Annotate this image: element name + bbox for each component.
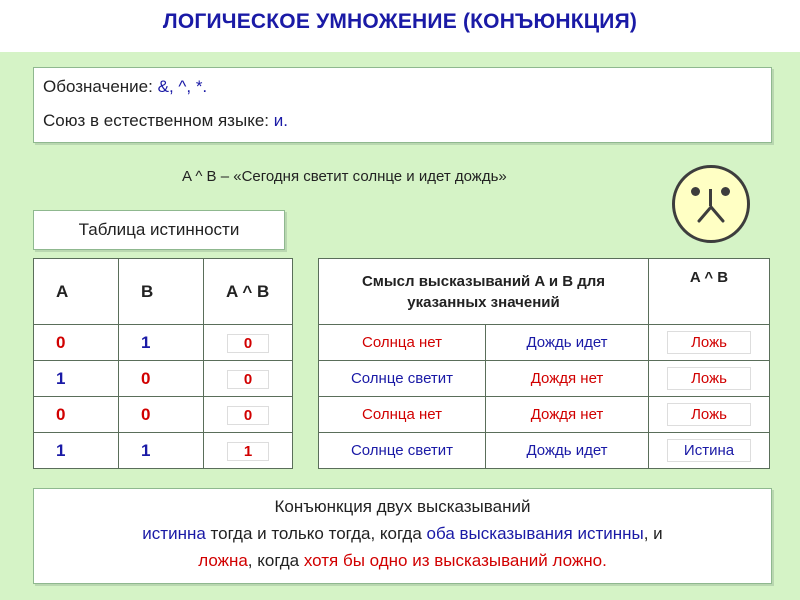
notation-value: &, ^, *. — [157, 77, 208, 96]
notation-label: Обозначение: — [43, 77, 153, 96]
result-value: 0 — [227, 370, 269, 389]
union-line — [43, 111, 288, 131]
meaning-a — [319, 325, 486, 361]
meaning-b — [486, 397, 649, 433]
conclusion-text: , когда — [247, 551, 304, 570]
meaning-b-label: Дождя нет — [527, 405, 608, 424]
result-value: 1 — [227, 442, 269, 461]
header-a-and-b: A ^ B — [204, 259, 293, 325]
left-eye — [691, 187, 700, 196]
header-a: A — [34, 259, 119, 325]
meaning-result — [649, 325, 770, 361]
conclusion-true-word: истинна — [142, 524, 206, 543]
cell-b: 1 — [119, 433, 204, 469]
sad-face-icon — [672, 165, 750, 243]
table-row — [319, 433, 770, 469]
conclusion-one-false: хотя бы одно из высказываний ложно. — [303, 551, 607, 570]
cell-a: 0 — [34, 397, 119, 433]
truth-table-label-box — [33, 210, 285, 250]
conclusion-text: тогда и только тогда, когда — [205, 524, 427, 543]
meaning-table — [318, 258, 770, 469]
conclusion-text: , и — [643, 524, 663, 543]
table-row — [34, 433, 293, 469]
meaning-result-label: Истина — [667, 439, 751, 462]
cell-result — [204, 433, 293, 469]
result-value: 0 — [227, 406, 269, 425]
example-statement: A ^ B – «Сегодня светит солнце и идет дождь» — [182, 168, 507, 185]
notation-line — [43, 77, 207, 97]
meaning-result-label: Ложь — [667, 403, 751, 426]
cell-b: 0 — [119, 361, 204, 397]
meaning-a — [319, 397, 486, 433]
meaning-b — [486, 361, 649, 397]
meaning-b-label: Дождь идет — [522, 441, 611, 460]
truth-table — [33, 258, 293, 469]
definition-box — [33, 67, 772, 143]
conclusion-line-2 — [34, 524, 771, 544]
conclusion-box — [33, 488, 772, 584]
result-value: 0 — [227, 334, 269, 353]
table-row — [34, 361, 293, 397]
conclusion-line-3 — [34, 551, 771, 571]
frown-mouth — [697, 203, 725, 223]
meaning-result — [649, 361, 770, 397]
header-result: A ^ B — [649, 259, 770, 325]
right-eye — [721, 187, 730, 196]
meaning-table-header-row — [319, 259, 770, 325]
table-row — [319, 325, 770, 361]
meaning-b — [486, 325, 649, 361]
header-b: B — [119, 259, 204, 325]
meaning-result-label: Ложь — [667, 367, 751, 390]
conclusion-false-word: ложна — [198, 551, 248, 570]
cell-result — [204, 325, 293, 361]
meaning-a-label: Солнце светит — [347, 441, 457, 460]
meaning-b-label: Дождь идет — [522, 333, 611, 352]
meaning-b-label: Дождя нет — [527, 369, 608, 388]
union-value: и. — [273, 111, 288, 130]
cell-b: 0 — [119, 397, 204, 433]
truth-table-header-row — [34, 259, 293, 325]
cell-a: 1 — [34, 433, 119, 469]
meaning-result — [649, 433, 770, 469]
table-row — [319, 361, 770, 397]
table-row — [34, 397, 293, 433]
meaning-a — [319, 361, 486, 397]
page-title: ЛОГИЧЕСКОЕ УМНОЖЕНИЕ (КОНЪЮНКЦИЯ) — [162, 10, 638, 33]
conclusion-line-1: Конъюнкция двух высказываний — [274, 497, 531, 516]
meaning-result — [649, 397, 770, 433]
cell-b: 1 — [119, 325, 204, 361]
meaning-a-label: Солнца нет — [358, 405, 446, 424]
header-meaning: Смысл высказываний A и B для указанных значений — [319, 259, 649, 325]
union-label: Союз в естественном языке: — [43, 111, 270, 130]
table-row — [34, 325, 293, 361]
truth-table-label: Таблица истинности — [78, 220, 240, 239]
meaning-b — [486, 433, 649, 469]
conclusion-both-true: оба высказывания истинны — [426, 524, 644, 543]
meaning-a-label: Солнца нет — [358, 333, 446, 352]
meaning-a-label: Солнце светит — [347, 369, 457, 388]
meaning-a — [319, 433, 486, 469]
table-row — [319, 397, 770, 433]
cell-a: 0 — [34, 325, 119, 361]
meaning-result-label: Ложь — [667, 331, 751, 354]
cell-result — [204, 397, 293, 433]
cell-a: 1 — [34, 361, 119, 397]
cell-result — [204, 361, 293, 397]
